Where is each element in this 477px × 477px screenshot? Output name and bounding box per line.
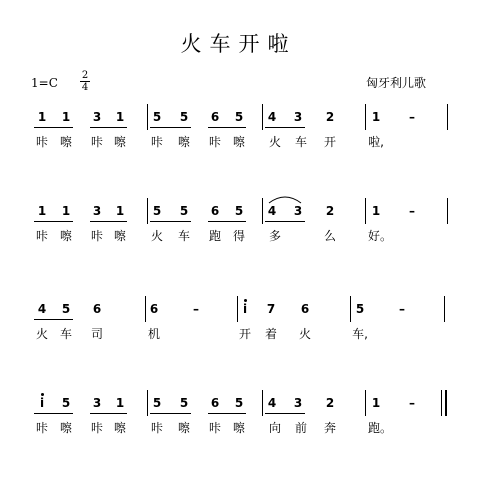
lyric-syllable: 开 [323,135,336,149]
bar-line [237,296,238,322]
note: 4 [267,110,277,124]
note: 5 [355,302,365,316]
bar-line [365,104,366,130]
eighth-note-underline [265,413,305,414]
note: 3 [293,396,303,410]
eighth-note-underline [265,221,305,222]
lyric-syllable: 火 [298,327,311,341]
eighth-note-underline [150,127,191,128]
key-signature: 1=C [31,76,58,90]
lyric-syllable: 嚓 [177,421,190,435]
bar-line [447,198,448,224]
lyric-syllable: 嚓 [59,229,72,243]
note: 1 [37,110,47,124]
note: 6 [210,396,220,410]
note: 6 [210,110,220,124]
lyric-syllable: 得 [232,229,245,243]
note: 7 [266,302,276,316]
eighth-note-underline [150,221,191,222]
lyric-syllable: 多 [268,229,281,243]
lyric-syllable: 前 [294,421,307,435]
lyric-syllable: 嚓 [113,229,126,243]
eighth-note-underline [208,127,246,128]
lyric-syllable: 好。 [368,229,393,243]
lyric-syllable: 咔 [90,421,103,435]
lyric-syllable: 嚓 [177,135,190,149]
lyric-syllable: 机 [147,327,160,341]
note: 5 [152,110,162,124]
eighth-note-underline [90,413,127,414]
bar-line [262,198,263,224]
lyric-syllable: 啦, [368,135,384,149]
bar-line [145,296,146,322]
lyric-syllable: 车 [294,135,307,149]
lyric-syllable: 火 [268,135,281,149]
note: 5 [179,204,189,218]
lyric-syllable: 向 [268,421,281,435]
eighth-note-underline [208,413,246,414]
bar-line [147,198,148,224]
bar-line [147,390,148,416]
bar-line [365,198,366,224]
note: 2 [325,110,335,124]
note: 1 [115,110,125,124]
bar-line [365,390,366,416]
note: 2 [325,204,335,218]
lyric-syllable: 咔 [150,421,163,435]
bar-line [147,104,148,130]
eighth-note-underline [150,413,191,414]
note: 5 [61,396,71,410]
eighth-note-underline [90,221,127,222]
note: – [409,204,415,218]
lyric-syllable: 嚓 [113,421,126,435]
lyric-syllable: 车 [59,327,72,341]
note: 1 [371,110,381,124]
lyric-syllable: 咔 [90,229,103,243]
bar-line [441,390,442,416]
lyric-syllable: 嚓 [113,135,126,149]
note: i [238,302,252,316]
note: 6 [149,302,159,316]
lyric-syllable: 司 [90,327,103,341]
note: 1 [115,396,125,410]
slur-mark [268,193,308,205]
note: 1 [61,204,71,218]
note: 5 [61,302,71,316]
note: 1 [115,204,125,218]
lyric-syllable: 咔 [208,421,221,435]
lyric-syllable: 车 [177,229,190,243]
lyric-syllable: 开 [238,327,251,341]
note: 5 [179,396,189,410]
note: 3 [92,396,102,410]
note: 5 [179,110,189,124]
lyric-syllable: 咔 [90,135,103,149]
eighth-note-underline [90,127,127,128]
note: 1 [61,110,71,124]
lyric-syllable: 跑 [208,229,221,243]
note: – [399,302,405,316]
lyric-syllable: 跑。 [368,421,393,435]
eighth-note-underline [208,221,246,222]
note: 1 [371,396,381,410]
lyric-syllable: 火 [35,327,48,341]
eighth-note-underline [34,221,73,222]
bar-line [447,104,448,130]
score-system-1 [0,110,477,170]
note: 5 [152,204,162,218]
composer-credit: 匈牙利儿歌 [366,76,427,90]
note: 4 [267,396,277,410]
lyric-syllable: 嚓 [232,421,245,435]
note: 5 [234,396,244,410]
note: 2 [325,396,335,410]
note: – [409,110,415,124]
note: – [409,396,415,410]
lyric-syllable: 着 [264,327,277,341]
note: 1 [37,204,47,218]
lyric-syllable: 嚓 [59,421,72,435]
lyric-syllable: 咔 [35,421,48,435]
bar-line [350,296,351,322]
note: 6 [300,302,310,316]
lyric-syllable: 咔 [150,135,163,149]
eighth-note-underline [34,127,73,128]
lyric-syllable: 么 [323,229,336,243]
time-signature-top: 2 [81,70,89,81]
score-system-3 [0,302,477,362]
eighth-note-underline [265,127,305,128]
lyric-syllable: 奔 [323,421,336,435]
note: 3 [293,204,303,218]
note: i [35,396,49,410]
song-title: 火车开啦 [180,32,297,56]
note: 5 [234,204,244,218]
lyric-syllable: 嚓 [232,135,245,149]
lyric-syllable: 咔 [208,135,221,149]
note: 6 [92,302,102,316]
lyric-syllable: 咔 [35,135,48,149]
note: 3 [92,110,102,124]
lyric-syllable: 火 [150,229,163,243]
time-signature [80,70,90,93]
note: – [193,302,199,316]
eighth-note-underline [34,319,73,320]
lyric-syllable: 咔 [35,229,48,243]
note: 3 [92,204,102,218]
time-signature-bottom: 4 [81,82,89,93]
final-bar-line [445,390,447,416]
score-system-4 [0,396,477,456]
note: 5 [234,110,244,124]
lyric-syllable: 车, [352,327,368,341]
eighth-note-underline [34,413,73,414]
lyric-syllable: 嚓 [59,135,72,149]
bar-line [262,390,263,416]
note: 5 [152,396,162,410]
bar-line [444,296,445,322]
note: 3 [293,110,303,124]
note: 1 [371,204,381,218]
note: 4 [267,204,277,218]
bar-line [262,104,263,130]
score-system-2 [0,204,477,264]
note: 4 [37,302,47,316]
note: 6 [210,204,220,218]
